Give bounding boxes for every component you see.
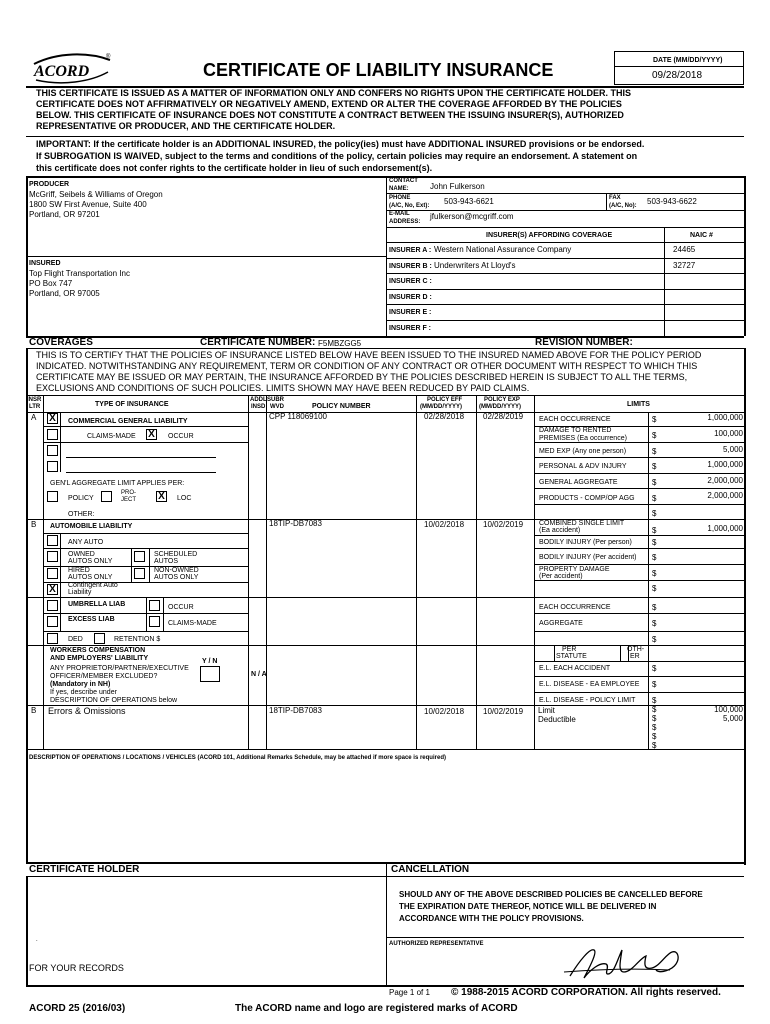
dollar: $ xyxy=(652,478,657,487)
fax-label2: (A/C, No): xyxy=(609,203,637,209)
hired-autos-label: HIRED xyxy=(68,567,90,574)
producer-label: PRODUCER xyxy=(29,181,70,188)
eo-deductible-value: 5,000 xyxy=(722,714,743,723)
dollar: $ xyxy=(652,447,657,456)
wc-question: If yes, describe under xyxy=(50,689,117,696)
eo-insurer-letter: B xyxy=(31,706,37,715)
wc-question: OFFICER/MEMBER EXCLUDED? xyxy=(50,673,158,680)
naic-header: NAIC # xyxy=(690,232,713,239)
umbrella-occur-label: OCCUR xyxy=(168,604,194,611)
coverages-notice: INDICATED. NOTWITHSTANDING ANY REQUIREMENT, TERM OR CONDITION OF ANY CONTRACT OR OTHER DOCUMENT WITH RESPECT TO WHICH THIS xyxy=(36,361,698,371)
limit-umbrella-aggregate: AGGREGATE xyxy=(539,620,583,627)
ded-checkbox[interactable] xyxy=(47,633,58,644)
retention-checkbox[interactable] xyxy=(94,633,105,644)
coverages-label: COVERAGES xyxy=(29,337,93,348)
producer-line: McGriff, Seibels & Williams of Oregon xyxy=(29,190,163,199)
copyright: © 1988-2015 ACORD CORPORATION. All rights reserved. xyxy=(451,987,721,998)
gl-other-label: OTHER: xyxy=(68,511,95,518)
limit-value: 2,000,000 xyxy=(707,491,743,500)
contingent-auto-label: Contingent Auto xyxy=(68,582,118,589)
th-policy-eff-format: (MM/DD/YYYY) xyxy=(420,404,462,410)
signature xyxy=(560,940,690,984)
eo-exp: 10/02/2019 xyxy=(483,707,524,716)
th-ltr: LTR xyxy=(29,404,41,410)
holder-text: FOR YOUR RECORDS xyxy=(29,963,124,973)
contact-phone: 503-943-6621 xyxy=(444,197,494,206)
scheduled-autos-label: SCHEDULED xyxy=(154,551,198,558)
limit-combined-single-2: (Ea accident) xyxy=(539,527,581,534)
hired-autos-label2: AUTOS ONLY xyxy=(68,574,113,581)
certificate-holder-label: CERTIFICATE HOLDER xyxy=(29,864,140,875)
dollar: $ xyxy=(652,553,657,562)
contingent-auto-checkbox[interactable]: X xyxy=(47,584,58,595)
dollar: $ xyxy=(652,635,657,644)
logo-text: ACORD xyxy=(34,63,90,80)
owned-autos-label: OWNED xyxy=(68,551,95,558)
wc-question: (Mandatory in NH) xyxy=(50,681,111,688)
gl-project-label: PRO- xyxy=(121,490,136,496)
description-label: DESCRIPTION OF OPERATIONS / LOCATIONS / VEHICLES (ACORD 101, Additional Remarks Schedule, may be attached if more space is required) xyxy=(29,755,446,761)
gl-insurer-letter: A xyxy=(31,413,37,422)
page-title: CERTIFICATE OF LIABILITY INSURANCE xyxy=(203,60,554,80)
limit-property-damage: PROPERTY DAMAGE xyxy=(539,566,610,573)
eo-limit-value: 100,000 xyxy=(714,705,743,714)
insured-line: PO Box 747 xyxy=(29,279,73,288)
contact-fax: 503-943-6622 xyxy=(647,197,697,206)
non-owned-autos-checkbox[interactable] xyxy=(134,568,145,579)
limit-el-disease-policy: E.L. DISEASE - POLICY LIMIT xyxy=(539,697,636,704)
hired-autos-checkbox[interactable] xyxy=(47,568,58,579)
contact-name: John Fulkerson xyxy=(430,182,485,191)
owned-autos-checkbox[interactable] xyxy=(47,551,58,562)
th-insr: INSR xyxy=(27,397,42,403)
scheduled-autos-checkbox[interactable] xyxy=(134,551,145,562)
limit-bi-person: BODILY INJURY (Per person) xyxy=(539,539,632,546)
gl-policy-label: POLICY xyxy=(68,495,94,502)
gl-project-label2: JECT xyxy=(121,497,136,503)
insurer-a-name: Western National Assurance Company xyxy=(434,245,572,254)
th-addl: ADDL xyxy=(250,397,267,403)
any-auto-label: ANY AUTO xyxy=(68,539,104,546)
dollar: $ xyxy=(652,526,657,535)
dollar: $ xyxy=(652,584,657,593)
authorized-representative-label: AUTHORIZED REPRESENTATIVE xyxy=(389,941,484,947)
gl-claims-made-label: CLAIMS-MADE xyxy=(87,433,136,440)
important-line: IMPORTANT: If the certificate holder is an ADDITIONAL INSURED, the policy(ies) must have ADDITIONAL INSURED provisions or be endorsed. xyxy=(36,139,645,149)
dollar: $ xyxy=(652,714,657,723)
cancellation-text: ACCORDANCE WITH THE POLICY PROVISIONS. xyxy=(399,914,584,923)
dollar: $ xyxy=(652,732,657,741)
date-value: 09/28/2018 xyxy=(652,70,703,81)
eo-limit-label: Limit xyxy=(538,706,555,715)
limit-damage-rented-2: PREMISES (Ea occurrence) xyxy=(539,435,627,442)
retention-label: RETENTION $ xyxy=(114,636,161,643)
umbrella-occur-checkbox[interactable] xyxy=(149,600,160,611)
contact-email: jfulkerson@mcgriff.com xyxy=(430,212,514,221)
limit-damage-rented: DAMAGE TO RENTED xyxy=(539,427,612,434)
insurers-header: INSURER(S) AFFORDING COVERAGE xyxy=(486,232,613,239)
dollar: $ xyxy=(652,431,657,440)
limit-bi-accident: BODILY INJURY (Per accident) xyxy=(539,554,637,561)
limit-umbrella-each: EACH OCCURRENCE xyxy=(539,604,611,611)
cancellation-text: SHOULD ANY OF THE ABOVE DESCRIBED POLICIES BE CANCELLED BEFORE xyxy=(399,890,703,899)
dollar: $ xyxy=(652,494,657,503)
svg-text:®: ® xyxy=(106,54,111,60)
insurer-b-name: Underwriters At Lloyd's xyxy=(434,261,516,270)
wc-other: OTH- xyxy=(627,646,645,653)
wc-per-statute: PER xyxy=(562,646,577,653)
dollar: $ xyxy=(652,415,657,424)
insured-label: INSURED xyxy=(29,260,61,267)
gl-exp: 02/28/2019 xyxy=(483,412,524,421)
dollar: $ xyxy=(652,462,657,471)
auto-eff: 10/02/2018 xyxy=(424,520,465,529)
umbrella-label: UMBRELLA LIAB xyxy=(68,601,126,608)
auto-exp: 10/02/2019 xyxy=(483,520,524,529)
phone-label: PHONE xyxy=(389,195,411,201)
certificate-number: F5MBZGG5 xyxy=(318,339,362,348)
umbrella-checkbox[interactable] xyxy=(47,600,58,611)
dollar: $ xyxy=(652,664,657,673)
gl-aggregate-label: GEN'L AGGREGATE LIMIT APPLIES PER: xyxy=(50,480,185,487)
wc-yn: Y / N xyxy=(202,658,218,665)
excess-checkbox[interactable] xyxy=(47,616,58,627)
cancellation-text: THE EXPIRATION DATE THEREOF, NOTICE WILL BE DELIVERED IN xyxy=(399,902,657,911)
th-policy-exp-format: (MM/DD/YYYY) xyxy=(479,404,521,410)
th-policy-number: POLICY NUMBER xyxy=(312,403,371,410)
non-owned-autos-label: NON-OWNED xyxy=(154,567,199,574)
insurer-f-label: INSURER F : xyxy=(389,325,431,332)
insured-line: Portland, OR 97005 xyxy=(29,289,100,298)
coverages-notice: THIS IS TO CERTIFY THAT THE POLICIES OF INSURANCE LISTED BELOW HAVE BEEN ISSUED TO THE INSURED NAMED ABOVE FOR THE POLICY PERIOD xyxy=(36,350,702,360)
coverages-notice: EXCLUSIONS AND CONDITIONS OF SUCH POLICIES. LIMITS SHOWN MAY HAVE BEEN REDUCED BY PAID CLAIMS. xyxy=(36,383,530,393)
contingent-auto-label2: Liability xyxy=(68,589,92,596)
producer-line: Portland, OR 97201 xyxy=(29,210,100,219)
insurer-d-label: INSURER D : xyxy=(389,294,432,301)
dollar: $ xyxy=(652,696,657,705)
gl-title: COMMERCIAL GENERAL LIABILITY xyxy=(68,418,188,425)
email-label: E-MAIL xyxy=(389,211,410,217)
dollar: $ xyxy=(652,680,657,689)
umbrella-claims-made-checkbox[interactable] xyxy=(149,616,160,627)
insurer-e-label: INSURER E : xyxy=(389,309,432,316)
th-policy-exp: POLICY EXP xyxy=(484,397,520,403)
dollar: $ xyxy=(652,603,657,612)
acord-logo xyxy=(28,50,114,84)
eo-policy-number: 18TIP-DB7083 xyxy=(269,706,322,715)
th-type: TYPE OF INSURANCE xyxy=(95,401,169,408)
wc-per-statute-2: STATUTE xyxy=(556,653,587,660)
dollar: $ xyxy=(652,538,657,547)
gl-occur-label: OCCUR xyxy=(168,433,194,440)
disclaimer-line: CERTIFICATE DOES NOT AFFIRMATIVELY OR NEGATIVELY AMEND, EXTEND OR ALTER THE COVERAGE AFFORDED BY THE POLICIES xyxy=(36,99,622,109)
contact-name-label2: NAME: xyxy=(389,186,409,192)
insurer-b-naic: 32727 xyxy=(673,261,696,270)
disclaimer-line: REPRESENTATIVE OR PRODUCER, AND THE CERTIFICATE HOLDER. xyxy=(36,121,336,131)
gl-checkbox[interactable]: X xyxy=(47,413,58,424)
limit-value: 1,000,000 xyxy=(707,460,743,469)
certificate-number-label: CERTIFICATE NUMBER: xyxy=(200,337,316,348)
gl-policy-number: CPP 118069100 xyxy=(269,412,327,421)
gl-claims-made-checkbox[interactable] xyxy=(47,429,58,440)
dollar: $ xyxy=(652,741,657,750)
limit-el-each-accident: E.L. EACH ACCIDENT xyxy=(539,665,611,672)
eo-deductible-label: Deductible xyxy=(538,715,576,724)
limit-value: 1,000,000 xyxy=(707,413,743,422)
dollar: $ xyxy=(652,619,657,628)
owned-autos-label2: AUTOS ONLY xyxy=(68,558,113,565)
eo-title: Errors & Omissions xyxy=(48,706,126,716)
limit-general-aggregate: GENERAL AGGREGATE xyxy=(539,479,618,486)
trademark-notice: The ACORD name and logo are registered marks of ACORD xyxy=(235,1003,518,1014)
dollar: $ xyxy=(652,569,657,578)
producer-line: 1800 SW First Avenue, Suite 400 xyxy=(29,200,147,209)
any-auto-checkbox[interactable] xyxy=(47,535,58,546)
wc-question: ANY PROPRIETOR/PARTNER/EXECUTIVE xyxy=(50,665,189,672)
th-wvd: WVD xyxy=(270,404,284,410)
th-policy-eff: POLICY EFF xyxy=(427,397,463,403)
limit-value: 2,000,000 xyxy=(707,476,743,485)
dollar: $ xyxy=(652,509,657,518)
insurer-b-label: INSURER B : xyxy=(389,263,432,270)
limit-combined-single: COMBINED SINGLE LIMIT xyxy=(539,520,625,527)
excess-label: EXCESS LIAB xyxy=(68,616,115,623)
limit-property-damage-2: (Per accident) xyxy=(539,573,583,580)
limit-el-disease-employee: E.L. DISEASE - EA EMPLOYEE xyxy=(539,681,640,688)
insured-line: Top Flight Transportation Inc xyxy=(29,269,130,278)
cancellation-label: CANCELLATION xyxy=(391,864,470,875)
wc-other-2: ER xyxy=(630,653,640,660)
th-limits: LIMITS xyxy=(627,401,650,408)
email-label2: ADDRESS: xyxy=(389,219,421,225)
revision-number-label: REVISION NUMBER: xyxy=(535,337,633,348)
gl-blank-checkbox[interactable] xyxy=(47,445,58,456)
th-subr: SUBR xyxy=(267,397,285,403)
scheduled-autos-label2: AUTOS xyxy=(154,558,178,565)
th-insd: INSD xyxy=(251,404,266,410)
important-line: this certificate does not confer rights to the certificate holder in lieu of such endorsement(s). xyxy=(36,163,433,173)
holder-dot: . xyxy=(36,937,38,943)
limit-med-exp: MED EXP (Any one person) xyxy=(539,448,627,455)
limit-value: 5,000 xyxy=(722,445,743,454)
gl-occur-checkbox[interactable]: X xyxy=(146,429,157,440)
limit-products: PRODUCTS - COMP/OP AGG xyxy=(539,495,635,502)
umbrella-claims-made-label: CLAIMS-MADE xyxy=(168,620,217,627)
disclaimer-line: BELOW. THIS CERTIFICATE OF INSURANCE DOES NOT CONSTITUTE A CONTRACT BETWEEN THE ISSUING INSURER(S), AUTHORIZED xyxy=(36,110,624,120)
auto-policy-number: 18TIP-DB7083 xyxy=(269,519,322,528)
gl-loc-checkbox[interactable]: X xyxy=(156,491,167,502)
fax-label: FAX xyxy=(609,195,621,201)
eo-eff: 10/02/2018 xyxy=(424,707,465,716)
auto-title: AUTOMOBILE LIABILITY xyxy=(50,523,133,530)
wc-na: N / A xyxy=(251,671,267,678)
coverages-notice: CERTIFICATE MAY BE ISSUED OR MAY PERTAIN, THE INSURANCE AFFORDED BY THE POLICIES DESCRIBED HEREIN IS SUBJECT TO ALL THE TERMS, xyxy=(36,372,688,382)
insurer-a-label: INSURER A : xyxy=(389,247,432,254)
contact-name-label: CONTACT xyxy=(389,178,418,184)
insurer-c-label: INSURER C : xyxy=(389,278,432,285)
auto-insurer-letter: B xyxy=(31,520,37,529)
insurer-a-naic: 24465 xyxy=(673,245,696,254)
ded-label: DED xyxy=(68,636,83,643)
wc-yn-box[interactable] xyxy=(200,666,220,682)
dollar: $ xyxy=(652,705,657,714)
limit-value: 100,000 xyxy=(714,429,743,438)
gl-blank-checkbox[interactable] xyxy=(47,461,58,472)
wc-title: WORKERS COMPENSATION xyxy=(50,647,146,654)
date-label: DATE (MM/DD/YYYY) xyxy=(653,57,723,64)
wc-title2: AND EMPLOYERS' LIABILITY xyxy=(50,655,149,662)
phone-label2: (A/C, No, Ext): xyxy=(389,203,430,209)
dollar: $ xyxy=(652,723,657,732)
important-line: If SUBROGATION IS WAIVED, subject to the terms and conditions of the policy, certain policies may require an endorsement. A statement on xyxy=(36,151,638,161)
non-owned-autos-label2: AUTOS ONLY xyxy=(154,574,199,581)
form-number: ACORD 25 (2016/03) xyxy=(29,1003,126,1014)
wc-question: DESCRIPTION OF OPERATIONS below xyxy=(50,697,178,704)
limit-value: 1,000,000 xyxy=(707,524,743,533)
gl-project-checkbox[interactable] xyxy=(101,491,112,502)
gl-policy-checkbox[interactable] xyxy=(47,491,58,502)
description-field[interactable] xyxy=(28,765,742,860)
page-number: Page 1 of 1 xyxy=(389,988,430,997)
disclaimer-line: THIS CERTIFICATE IS ISSUED AS A MATTER OF INFORMATION ONLY AND CONFERS NO RIGHTS UPON THE CERTIFICATE HOLDER. THIS xyxy=(36,88,632,98)
gl-loc-label: LOC xyxy=(177,495,192,502)
gl-eff: 02/28/2018 xyxy=(424,412,465,421)
limit-each-occurrence: EACH OCCURRENCE xyxy=(539,416,611,423)
limit-personal-adv: PERSONAL & ADV INJURY xyxy=(539,463,627,470)
